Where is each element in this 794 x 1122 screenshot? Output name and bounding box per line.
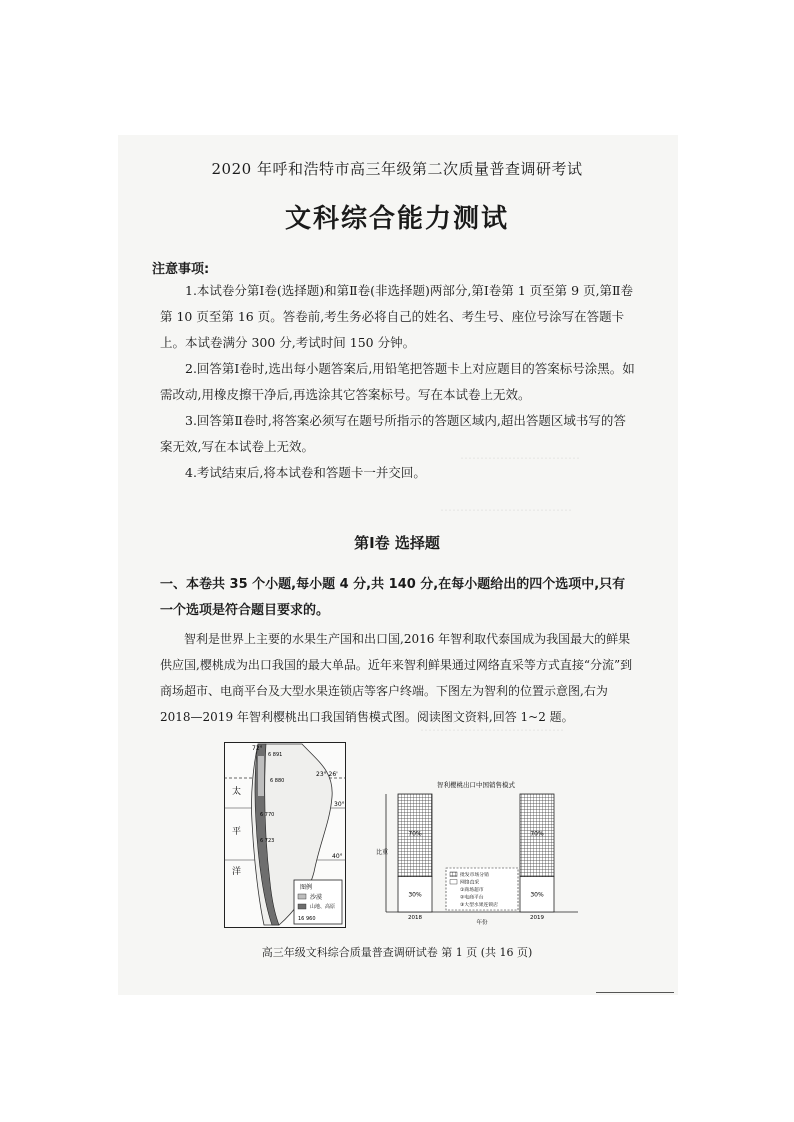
longitude-label: 72° [252,745,263,752]
notice-item-1: 1.本试卷分第Ⅰ卷(选择题)和第Ⅱ卷(非选择题)两部分,第Ⅰ卷第 1 页至第 9 页,第Ⅱ卷第 10 页至第 16 页。答卷前,考生务必将自己的姓名、考生号、座位号涂写在答题卡上。本试卷满分 300 分,考试时间 150 分钟。 [160,283,634,350]
legend-item: 网络直采 [460,880,480,886]
bleed-through-text: ………………………… [460,448,580,462]
legend-mountain-label: 山地、高原 [310,904,336,910]
section-title: 第Ⅰ卷 选择题 [354,534,440,552]
chile-location-map [224,742,346,928]
reading-passage: 智利是世界上主要的水果生产国和出口国,2016 年智利取代泰国成为我国最大的鲜果供应国,樱桃成为出口我国的最大单品。近年来智利鲜果通过网络直采等方式直接“分流”到商场超市、电商平台及大型水果连锁店等客户终端。下图左为智利的位置示意图,右为 2018—2019 年智利樱桃出口我国销售模式图。阅读图文资料,回答 1~2 题。 [160,632,633,724]
section-instruction: 一、本卷共 35 个小题,每小题 4 分,共 140 分,在每小题给出的四个选项中,只有一个选项是符合题目要求的。 [160,577,626,618]
legend-item: ③大型水果连锁店 [460,903,498,908]
atacama-desert [258,756,264,796]
notice-item-4: 4.考试结束后,将本试卷和答题卡一并交回。 [185,465,426,480]
peak-label: 6 891 [268,752,283,758]
map-legend-title: 图例 [300,884,313,891]
page-footer: 高三年级文科综合质量普查调研试卷 第 1 页 (共 16 页) [261,946,533,959]
ocean-label: 太 [232,787,242,797]
footer-rule [596,992,674,993]
exam-title: 2020 年呼和浩特市高三年级第二次质量普查调研考试 [211,160,583,178]
peak-label: 6 723 [260,838,275,844]
latitude-label: 23° 26' [316,771,338,778]
legend-item: ②电商平台 [460,895,484,901]
peak-label: 6 880 [270,778,285,784]
ocean-label: 洋 [232,867,242,877]
legend-swatch-direct [450,880,457,885]
desert-swatch [298,894,306,899]
notice-heading: 注意事项: [152,262,210,277]
cherry-sales-chart [368,776,584,926]
latitude-label: 40° [332,853,343,860]
notice-item-3: 3.回答第Ⅱ卷时,将答案必须写在题号所指示的答题区域内,超出答题区域书写的答案无效,写在本试卷上无效。 [160,413,626,454]
x-axis-label: 年份 [476,920,488,926]
bar-label-top: 70% [530,830,544,838]
notice-item-2: 2.回答第Ⅰ卷时,选出每小题答案后,用铅笔把答题卡上对应题目的答案标号涂黑。如需改动,用橡皮擦干净后,再选涂其它答案标号。写在本试卷上无效。 [160,361,635,402]
latitude-label: 30° [334,801,345,808]
legend-item: ①商场超市 [460,888,484,893]
bleed-through-text: ……………………………… [420,720,564,734]
peak-label: 6 770 [260,812,275,818]
subject-title: 文科综合能力测试 [284,204,509,234]
bleed-through-text: …………………………… [440,500,572,514]
legend-elevation-label: 16 960 [298,916,316,922]
x-tick-label: 2019 [530,915,544,921]
ocean-label: 平 [232,827,242,837]
bar-label-bottom: 30% [408,891,422,899]
bar-label-bottom: 30% [530,891,544,899]
mountain-swatch [298,904,306,909]
legend-item: 批发市场分销 [460,873,489,878]
y-axis-label: 比重 [376,849,389,856]
bar-label-top: 70% [408,830,422,838]
legend-desert-label: 沙漠 [310,894,323,901]
x-tick-label: 2018 [408,915,422,921]
legend-swatch-wholesale [450,872,457,877]
chart-title: 智利樱桃出口中国销售模式 [437,781,515,789]
